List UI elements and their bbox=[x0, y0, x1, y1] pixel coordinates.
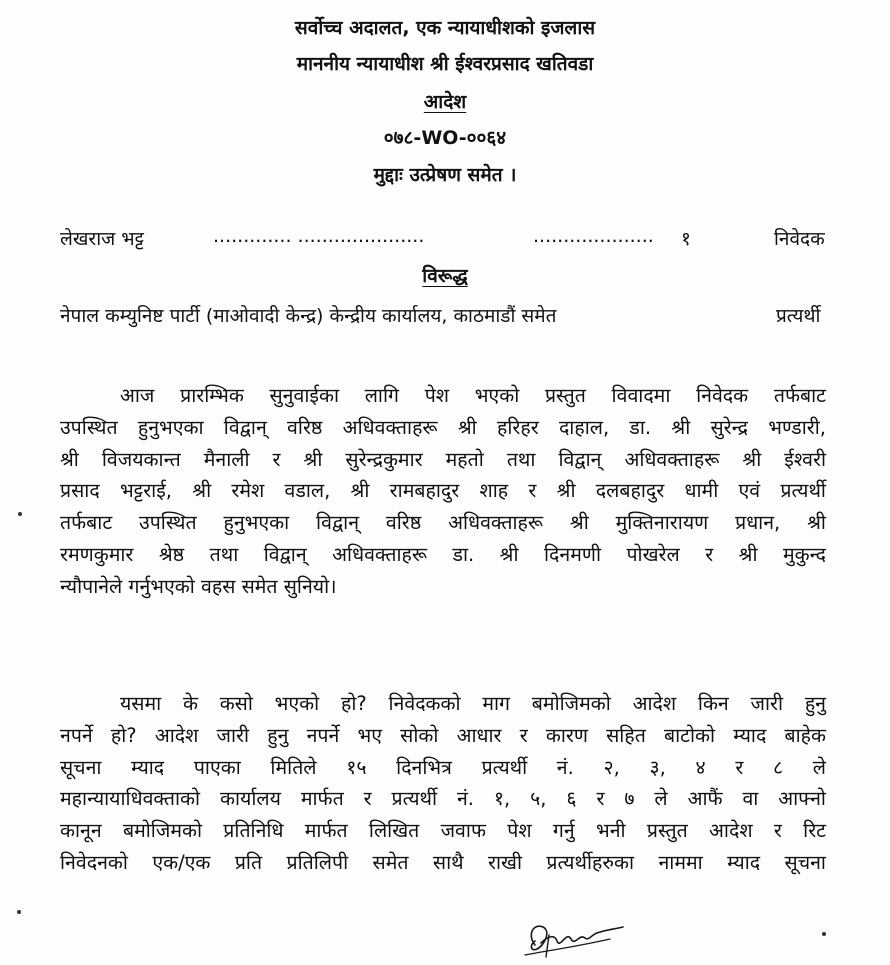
scan-speck bbox=[18, 512, 22, 516]
paragraph-line: रमणकुमार श्रेष्ठ तथा विद्वान् अधिवक्ताहरू डा. श्री दिनमणी पोखरेल र श्री मुकुन्द bbox=[60, 542, 826, 566]
respondent-role: प्रत्यर्थी bbox=[776, 305, 821, 327]
petitioner-count: १ bbox=[681, 228, 691, 250]
case-number: ०७८-WO-००६४ bbox=[383, 127, 507, 149]
petitioner-dots-1: ............. ..................... bbox=[213, 225, 425, 247]
paragraph-order bbox=[60, 688, 826, 879]
petitioner-name: लेखराज भट्ट bbox=[60, 228, 144, 250]
paragraph-line: सूचना म्याद पाएका मितिले १५ दिनभित्र प्रत्यर्थी नं. २, ३, ४ र ८ ले bbox=[60, 755, 826, 779]
paragraph-line: प्रसाद भट्टराई, श्री रमेश वडाल, श्री रामबहादुर शाह र श्री दलबहादुर धामी एवं प्रत्यर्थी bbox=[60, 479, 826, 503]
judge-name: माननीय न्यायाधीश श्री ईश्वरप्रसाद खतिवडा bbox=[296, 53, 594, 75]
respondent-name: नेपाल कम्युनिष्ट पार्टी (माओवादी केन्द्र) केन्द्रीय कार्यालय, काठमाडौं समेत bbox=[60, 305, 557, 327]
scan-speck bbox=[17, 910, 21, 914]
petitioner-dots-2: .................... bbox=[533, 225, 654, 247]
paragraph-line: आज प्रारम्भिक सुनुवाईका लागि पेश भएको प्रस्तुत विवादमा निवेदक तर्फबाट bbox=[120, 384, 826, 407]
paragraph-line: तर्फबाट उपस्थित हुनुभएका विद्वान् वरिष्ठ अधिवक्ताहरू श्री मुक्तिनारायण प्रधान, श्री bbox=[60, 511, 826, 535]
scan-speck bbox=[822, 932, 826, 936]
paragraph-line: निवेदनको एक/एक प्रति प्रतिलिपी समेत साथै राखी प्रत्यर्थीहरुका नाममा म्याद सूचना bbox=[60, 850, 826, 874]
court-title: सर्वोच्च अदालत, एक न्यायाधीशको इजलास bbox=[294, 17, 596, 39]
respondent-row bbox=[0, 302, 890, 332]
paragraph-hearing bbox=[60, 380, 826, 603]
paragraph-line: न्यौपानेले गर्नुभएको वहस समेत सुनियो। bbox=[60, 574, 337, 598]
document-type: आदेश bbox=[423, 91, 467, 113]
paragraph-line: कानून बमोजिमको प्रतिनिधि मार्फत लिखित जवाफ पेश गर्नु भनी प्रस्तुत आदेश र रिट bbox=[60, 819, 826, 843]
versus-heading: विरूद्ध bbox=[422, 265, 468, 287]
paragraph-line: नपर्ने हो? आदेश जारी हुनु नपर्ने भए सोको आधार र कारण सहित बाटोको म्याद बाहेक bbox=[60, 723, 826, 747]
petitioner-row bbox=[0, 225, 890, 255]
case-subject: मुद्दाः उत्प्रेषण समेत । bbox=[373, 164, 517, 186]
judge-signature bbox=[505, 905, 630, 965]
paragraph-line: उपस्थित हुनुभएका विद्वान् वरिष्ठ अधिवक्ताहरू श्री हरिहर दाहाल, डा. श्री सुरेन्द्र भण्डारी, bbox=[60, 415, 826, 439]
petitioner-role: निवेदक bbox=[774, 228, 825, 250]
paragraph-line: श्री विजयकान्त मैनाली र श्री सुरेन्द्रकुमार महतो तथा विद्वान् अधिवक्ताहरू श्री ईश्वरी bbox=[60, 447, 826, 471]
paragraph-line: महान्यायाधिवक्ताको कार्यालय मार्फत र प्रत्यर्थी नं. १, ५, ६ र ७ ले आफैं वा आफ्नो bbox=[60, 787, 826, 811]
paragraph-line: यसमा के कसो भएको हो? निवेदकको माग बमोजिमको आदेश किन जारी हुनु bbox=[120, 692, 826, 715]
